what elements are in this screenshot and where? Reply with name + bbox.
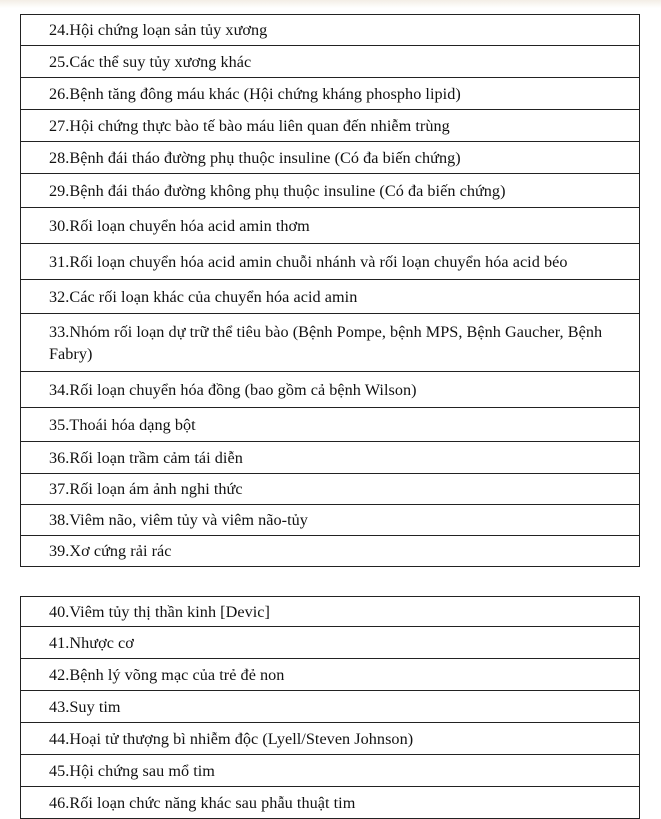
- table-row: [20, 208, 640, 244]
- table-row: [20, 627, 640, 659]
- table-row: [20, 442, 640, 474]
- table-row: [20, 755, 640, 787]
- row-text: 40.Viêm tủy thị thần kinh [Devic]: [49, 602, 270, 621]
- row-text: 39.Xơ cứng rải rác: [49, 542, 172, 560]
- row-text: 35.Thoái hóa dạng bột: [49, 415, 196, 434]
- row-text: 28.Bệnh đái tháo đường phụ thuộc insuline (Có đa biến chứng): [49, 148, 461, 167]
- table-row: [20, 691, 640, 723]
- table-row: [20, 14, 640, 46]
- row-text: 34.Rối loạn chuyển hóa đồng (bao gồm cả bệnh Wilson): [49, 380, 417, 399]
- row-text: 44.Hoại tử thượng bì nhiễm độc (Lyell/Steven Johnson): [49, 729, 414, 748]
- row-text: 43.Suy tim: [49, 697, 121, 716]
- row-text: 31.Rối loạn chuyển hóa acid amin chuỗi nhánh và rối loạn chuyển hóa acid béo: [49, 252, 568, 271]
- row-text: 42.Bệnh lý võng mạc của trẻ đẻ non: [49, 665, 285, 684]
- table-row: [20, 474, 640, 505]
- row-text: 37.Rối loạn ám ảnh nghi thức: [49, 480, 243, 498]
- row-text: 38.Viêm não, viêm tủy và viêm não-tủy: [49, 511, 308, 529]
- row-text: 46.Rối loạn chức năng khác sau phẫu thuật tim: [49, 793, 356, 812]
- disease-list-table-part-1: [20, 14, 640, 567]
- row-text: 30.Rối loạn chuyển hóa acid amin thơm: [49, 216, 310, 235]
- row-text: 24.Hội chứng loạn sản tủy xương: [49, 21, 268, 39]
- table-row: [20, 787, 640, 819]
- table-row: [20, 408, 640, 442]
- row-text: 25.Các thể suy tủy xương khác: [49, 52, 252, 71]
- table-row: [20, 659, 640, 691]
- table-row: [20, 142, 640, 174]
- table-row: [20, 244, 640, 280]
- table-row: [20, 505, 640, 536]
- page-top-edge: [0, 0, 661, 8]
- table-row: [20, 46, 640, 78]
- row-text: 27.Hội chứng thực bào tế bào máu liên quan đến nhiễm trùng: [49, 116, 450, 135]
- table-row: [20, 723, 640, 755]
- row-text: 26.Bệnh tăng đông máu khác (Hội chứng kháng phospho lipid): [49, 84, 461, 103]
- row-text: 32.Các rối loạn khác của chuyển hóa acid amin: [49, 287, 358, 306]
- table-row: [20, 314, 640, 372]
- row-text: 45.Hội chứng sau mổ tim: [49, 761, 215, 780]
- row-text: 36.Rối loạn trầm cảm tái diễn: [49, 448, 243, 467]
- row-text: 33.Nhóm rối loạn dự trữ thể tiêu bào (Bệnh Pompe, bệnh MPS, Bệnh Gaucher, Bệnh Fabry): [49, 323, 603, 363]
- table-row: [20, 78, 640, 110]
- table-row: [20, 174, 640, 208]
- table-row: [20, 110, 640, 142]
- row-text: 29.Bệnh đái tháo đường không phụ thuộc insuline (Có đa biến chứng): [49, 181, 506, 200]
- table-row: [20, 536, 640, 567]
- disease-list-table-part-2: [20, 596, 640, 819]
- table-row: [20, 280, 640, 314]
- table-row: [20, 596, 640, 627]
- table-row: [20, 372, 640, 408]
- row-text: 41.Nhược cơ: [49, 633, 134, 652]
